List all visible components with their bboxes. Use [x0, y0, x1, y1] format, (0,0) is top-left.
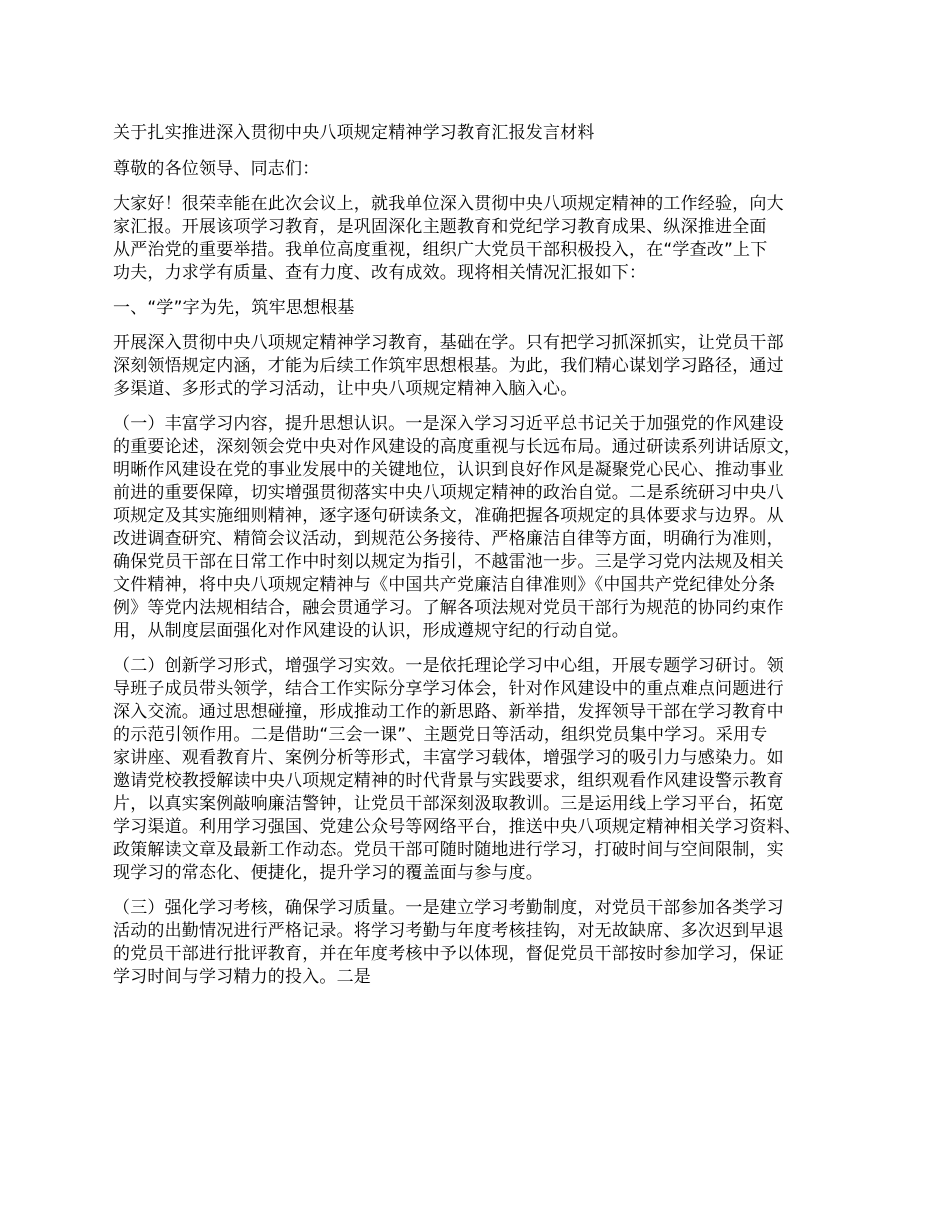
text-line: 导班子成员带头领学，结合工作实际分享学习体会，针对作风建设中的重点难点问题进行 — [113, 679, 784, 699]
section-heading-text: 一、“学”字为先，筑牢思想根基 — [113, 298, 355, 318]
text-line: 大家好！很荣幸能在此次会议上，就我单位深入贯彻中央八项规定精神的工作经验，向大 — [113, 194, 784, 214]
text-line: 家汇报。开展该项学习教育，是巩固深化主题教育和党纪学习教育成果、纵深推进全面 — [113, 217, 767, 237]
text-line: 家讲座、观看教育片、案例分析等形式，丰富学习载体，增强学习的吸引力与感染力。如 — [113, 748, 784, 768]
text-line: 政策解读文章及最新工作动态。党员干部可随时随地进行学习，打破时间与空间限制，实 — [113, 840, 784, 860]
text-line: 的示范引领作用。二是借助“三会一课”、主题党日等活动，组织党员集中学习。采用专 — [113, 725, 768, 745]
section-heading — [113, 297, 858, 320]
paragraph-intro — [113, 193, 858, 285]
text-line: 学习时间与学习精力的投入。二是 — [113, 967, 371, 987]
text-line: 多渠道、多形式的学习活动，让中央八项规定精神入脑入心。 — [113, 379, 578, 399]
text-line: 文件精神，将中央八项规定精神与《中国共产党廉洁自律准则》《中国共产党纪律处分条 — [113, 575, 776, 595]
text-line: （二）创新学习形式，增强学习实效。一是依托理论学习中心组，开展专题学习研讨。领 — [113, 656, 784, 676]
greeting-text: 尊敬的各位领导、同志们： — [113, 159, 320, 179]
text-line: （三）强化学习考核，确保学习质量。一是建立学习考勤制度，对党员干部参加各类学习 — [113, 898, 784, 918]
text-line: 片，以真实案例敲响廉洁警钟，让党员干部深刻汲取教训。三是运用线上学习平台，拓宽 — [113, 794, 784, 814]
text-line: 的党员干部进行批评教育，并在年度考核中予以体现，督促党员干部按时参加学习，保证 — [113, 944, 784, 964]
greeting — [113, 158, 858, 181]
text-line: 的重要论述，深刻领会党中央对作风建设的高度重视与长远布局。通过研读系列讲话原文， — [113, 437, 801, 457]
document-title — [113, 122, 858, 145]
text-line: 深入交流。通过思想碰撞，形成推动工作的新思路、新举措，发挥领导干部在学习教育中 — [113, 702, 784, 722]
document-page — [113, 122, 858, 1001]
text-line: 学习渠道。利用学习强国、党建公众号等网络平台，推送中央八项规定精神相关学习资料、 — [113, 817, 801, 837]
paragraph-section-intro — [113, 332, 858, 401]
text-line: 例》等党内法规相结合，融会贯通学习。了解各项法规对党员干部行为规范的协同约束作 — [113, 598, 784, 618]
text-line: 用，从制度层面强化对作风建设的认识，形成遵规守纪的行动自觉。 — [113, 621, 629, 641]
text-line: 功夫，力求学有质量、查有力度、改有成效。现将相关情况汇报如下： — [113, 263, 647, 283]
text-line: （一）丰富学习内容，提升思想认识。一是深入学习习近平总书记关于加强党的作风建设 — [113, 414, 784, 434]
paragraph-subsection-3 — [113, 897, 858, 989]
text-line: 从严治党的重要举措。我单位高度重视，组织广大党员干部积极投入，在“学查改”上下 — [113, 240, 768, 260]
text-line: 前进的重要保障，切实增强贯彻落实中央八项规定精神的政治自觉。二是系统研习中央八 — [113, 483, 784, 503]
text-line: 明晰作风建设在党的事业发展中的关键地位，认识到良好作风是凝聚党心民心、推动事业 — [113, 460, 784, 480]
text-line: 活动的出勤情况进行严格记录。将学习考勤与年度考核挂钩，对无故缺席、多次迟到早退 — [113, 921, 784, 941]
text-line: 邀请党校教授解读中央八项规定精神的时代背景与实践要求，组织观看作风建设警示教育 — [113, 771, 784, 791]
text-line: 深刻领悟规定内涵，才能为后续工作筑牢思想根基。为此，我们精心谋划学习路径，通过 — [113, 356, 784, 376]
text-line: 项规定及其实施细则精神，逐字逐句研读条文，准确把握各项规定的具体要求与边界。从 — [113, 506, 784, 526]
text-line: 开展深入贯彻中央八项规定精神学习教育，基础在学。只有把学习抓深抓实，让党员干部 — [113, 333, 784, 353]
text-line: 现学习的常态化、便捷化，提升学习的覆盖面与参与度。 — [113, 863, 543, 883]
text-line: 确保党员干部在日常工作中时刻以规定为指引，不越雷池一步。三是学习党内法规及相关 — [113, 552, 784, 572]
paragraph-subsection-1 — [113, 413, 858, 643]
paragraph-subsection-2 — [113, 655, 858, 885]
title-text: 关于扎实推进深入贯彻中央八项规定精神学习教育汇报发言材料 — [113, 123, 595, 143]
text-line: 改进调查研究、精简会议活动，到规范公务接待、严格廉洁自律等方面，明确行为准则， — [113, 529, 784, 549]
